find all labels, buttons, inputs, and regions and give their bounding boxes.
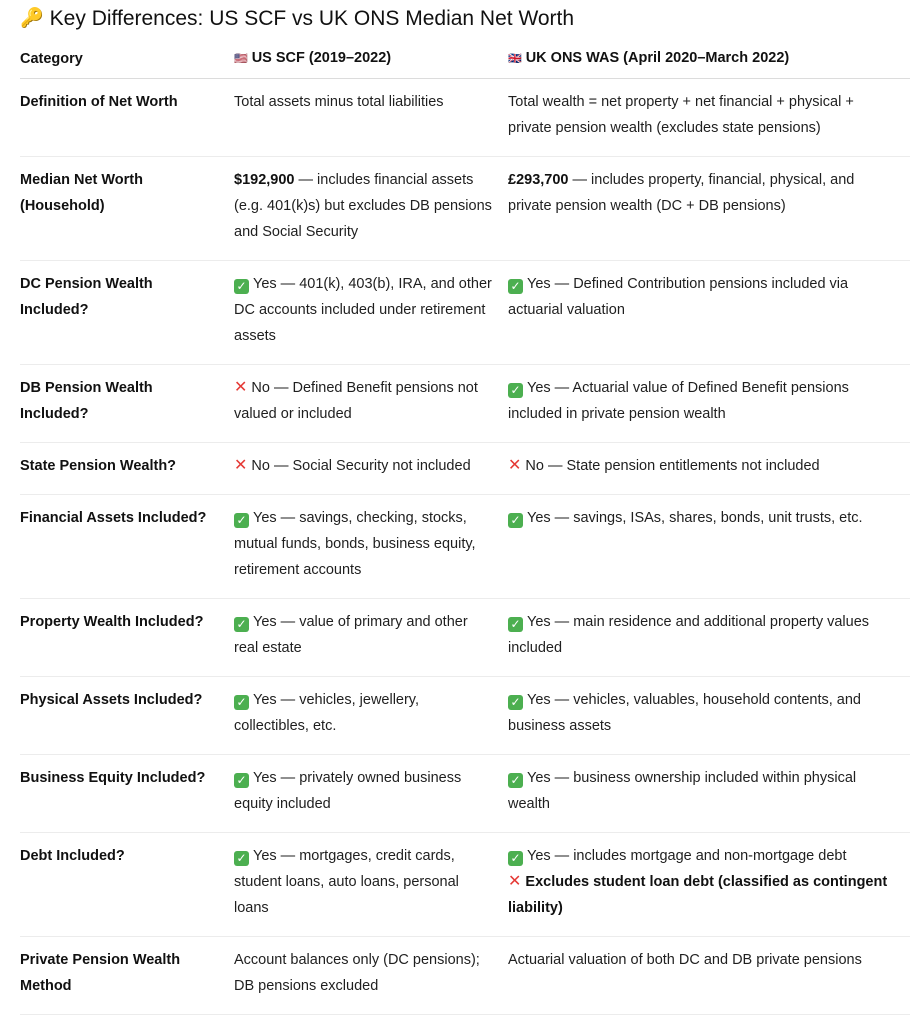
cell-uk	[508, 833, 910, 937]
table-row	[20, 365, 910, 443]
cell-us	[234, 833, 508, 937]
cell-text: Yes — mortgages, credit cards, student loans, auto loans, personal loans	[234, 848, 459, 916]
category-label: Definition of Net Worth	[20, 94, 178, 110]
header-us-label: US SCF (2019–2022)	[251, 50, 392, 66]
cross-icon: ✕	[234, 457, 248, 474]
key-icon: 🔑	[20, 8, 44, 29]
cell-category	[20, 157, 234, 261]
check-icon: ✓	[508, 617, 523, 632]
cell-category	[20, 755, 234, 833]
cell-text: No — State pension entitlements not included	[525, 458, 820, 474]
cell-category	[20, 365, 234, 443]
cell-text: Yes — includes mortgage and non-mortgage debt	[527, 848, 847, 864]
cell-text: Yes — privately owned business equity included	[234, 770, 462, 812]
cell-uk	[508, 755, 910, 833]
cell-us	[234, 937, 508, 1015]
page-title	[20, 6, 910, 32]
cell-text: Yes — vehicles, valuables, household contents, and business assets	[508, 692, 861, 734]
cell-text: Yes — business ownership included within physical wealth	[508, 770, 857, 812]
cell-us	[234, 443, 508, 495]
header-us	[234, 44, 508, 79]
table-row	[20, 79, 910, 157]
check-icon: ✓	[508, 279, 523, 294]
cell-us	[234, 755, 508, 833]
table-row	[20, 599, 910, 677]
cell-us	[234, 599, 508, 677]
category-label: Private Pension Wealth Method	[20, 952, 181, 994]
cell-us	[234, 79, 508, 157]
cell-category	[20, 599, 234, 677]
cell-text: No — Defined Benefit pensions not valued or included	[234, 380, 478, 422]
cell-uk	[508, 677, 910, 755]
cell-us	[234, 677, 508, 755]
table-row	[20, 937, 910, 1015]
cell-text: Yes — savings, ISAs, shares, bonds, unit trusts, etc.	[527, 510, 863, 526]
cell-category	[20, 833, 234, 937]
cell-text: Yes — value of primary and other real estate	[234, 614, 468, 656]
header-uk-label: UK ONS WAS (April 2020–March 2022)	[525, 50, 790, 66]
cell-text: Total assets minus total liabilities	[234, 94, 444, 110]
cell-category	[20, 79, 234, 157]
check-icon: ✓	[234, 617, 249, 632]
table-header-row	[20, 44, 910, 79]
header-category-label: Category	[20, 50, 83, 67]
cell-text: No — Social Security not included	[251, 458, 471, 474]
table-row	[20, 833, 910, 937]
category-label: DB Pension Wealth Included?	[20, 380, 153, 422]
cell-text: Total wealth = net property + net financial + physical + private pension wealth (excludes state pensions)	[508, 94, 854, 136]
check-icon: ✓	[234, 773, 249, 788]
cell-us	[234, 495, 508, 599]
cell-text: Yes — savings, checking, stocks, mutual funds, bonds, business equity, retirement accounts	[234, 510, 476, 578]
cell-category	[20, 937, 234, 1015]
cell-note-bold: Excludes student loan debt (classified as contingent liability)	[508, 874, 888, 916]
table-row	[20, 157, 910, 261]
cell-uk	[508, 157, 910, 261]
cell-category	[20, 677, 234, 755]
cross-icon: ✕	[234, 379, 248, 396]
table-row	[20, 677, 910, 755]
cross-icon: ✕	[508, 873, 522, 890]
check-icon: ✓	[234, 851, 249, 866]
header-category	[20, 44, 234, 79]
us-flag-icon: 🇺🇸	[234, 53, 248, 65]
table-body	[20, 79, 910, 1015]
cell-value-bold: £293,700	[508, 172, 569, 188]
cell-us	[234, 365, 508, 443]
check-icon: ✓	[508, 513, 523, 528]
cell-uk	[508, 937, 910, 1015]
category-label: Debt Included?	[20, 848, 125, 864]
cross-icon: ✕	[508, 457, 522, 474]
category-label: Property Wealth Included?	[20, 614, 204, 630]
cell-uk	[508, 495, 910, 599]
check-icon: ✓	[508, 851, 523, 866]
page-title-text: Key Differences: US SCF vs UK ONS Median Net Worth	[49, 7, 575, 30]
check-icon: ✓	[508, 695, 523, 710]
check-icon: ✓	[234, 695, 249, 710]
cell-text: — includes financial assets (e.g. 401(k)s) but excludes DB pensions and Social Security	[234, 172, 492, 240]
cell-us	[234, 261, 508, 365]
cell-uk	[508, 443, 910, 495]
cell-text: Account balances only (DC pensions); DB pensions excluded	[234, 952, 480, 994]
category-label: Financial Assets Included?	[20, 510, 207, 526]
uk-flag-icon: 🇬🇧	[508, 53, 522, 65]
category-label: Median Net Worth (Household)	[20, 172, 143, 214]
check-icon: ✓	[234, 513, 249, 528]
category-label: Physical Assets Included?	[20, 692, 203, 708]
cell-text: Yes — 401(k), 403(b), IRA, and other DC accounts included under retirement assets	[234, 276, 492, 344]
category-label: Business Equity Included?	[20, 770, 206, 786]
cell-text: Actuarial valuation of both DC and DB private pensions	[508, 952, 862, 968]
cell-category	[20, 443, 234, 495]
header-uk	[508, 44, 910, 79]
table-row	[20, 755, 910, 833]
check-icon: ✓	[234, 279, 249, 294]
cell-us	[234, 157, 508, 261]
category-label: State Pension Wealth?	[20, 458, 177, 474]
check-icon: ✓	[508, 383, 523, 398]
category-label: DC Pension Wealth Included?	[20, 276, 153, 318]
cell-category	[20, 261, 234, 365]
cell-uk	[508, 599, 910, 677]
table-row	[20, 495, 910, 599]
cell-value-bold: $192,900	[234, 172, 295, 188]
cell-text: Yes — Defined Contribution pensions included via actuarial valuation	[508, 276, 849, 318]
check-icon: ✓	[508, 773, 523, 788]
table-row	[20, 261, 910, 365]
cell-text: — includes property, financial, physical, and private pension wealth (DC + DB pensions)	[508, 172, 855, 214]
cell-category	[20, 495, 234, 599]
cell-uk	[508, 79, 910, 157]
cell-text: Yes — main residence and additional property values included	[508, 614, 870, 656]
table-row	[20, 443, 910, 495]
cell-uk	[508, 261, 910, 365]
cell-text: Yes — vehicles, jewellery, collectibles, etc.	[234, 692, 420, 734]
cell-text: Yes — Actuarial value of Defined Benefit pensions included in private pension wealth	[508, 380, 849, 422]
comparison-table	[20, 44, 910, 1015]
cell-uk	[508, 365, 910, 443]
